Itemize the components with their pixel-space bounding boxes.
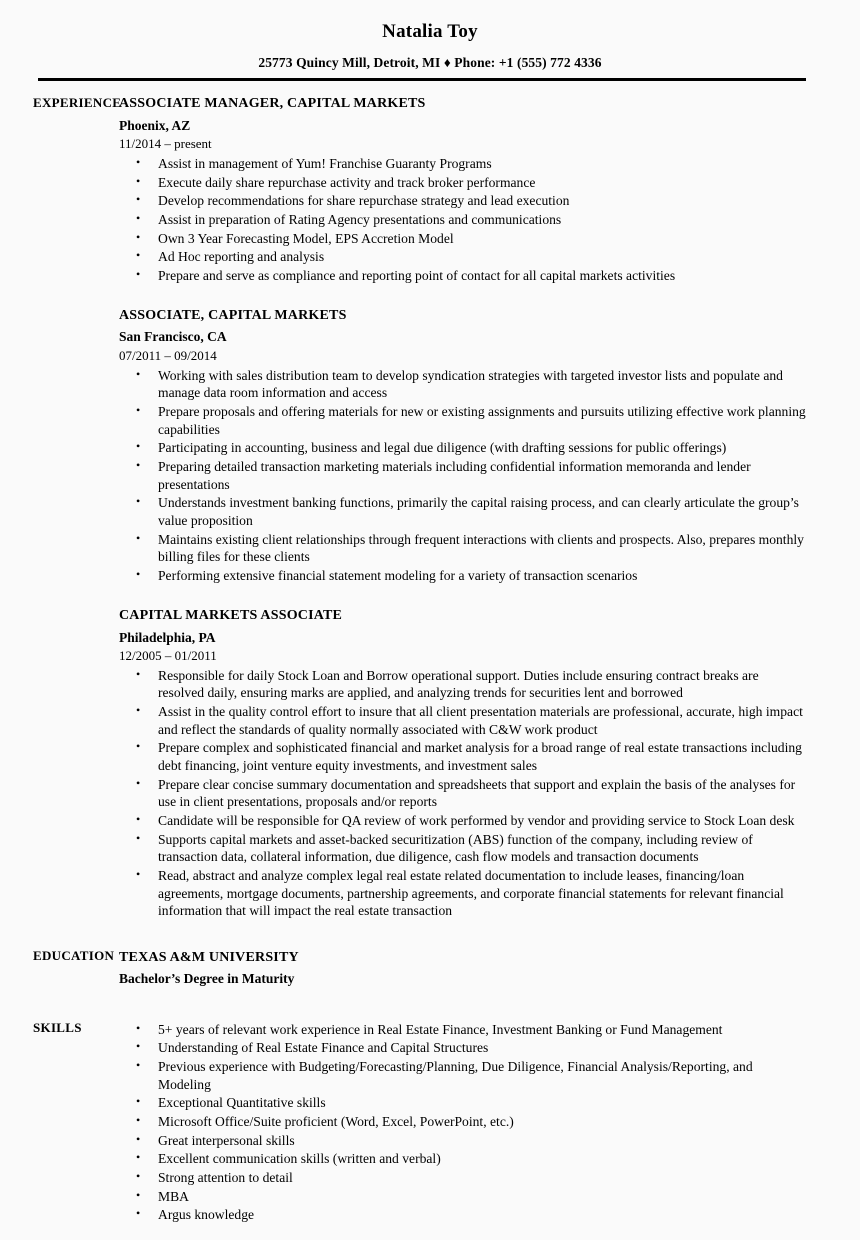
bullet-icon: • (136, 1112, 141, 1127)
list-item-text: Prepare and serve as compliance and reporting point of contact for all capital markets activities (158, 267, 676, 283)
list-item (133, 812, 806, 830)
list-item-text: Argus knowledge (158, 1207, 255, 1223)
list-item (133, 248, 806, 266)
list-item-text: Develop recommendations for share repurchase strategy and lead execution (158, 193, 570, 209)
bullet-icon: • (136, 1057, 141, 1072)
skills-body (119, 1020, 860, 1224)
list-item-text: Understands investment banking functions, primarily the capital raising process, and can clearly articulate the group’s value proposition (158, 495, 799, 528)
bullet-icon: • (136, 154, 141, 169)
list-item (133, 1039, 806, 1057)
bullet-icon: • (136, 703, 141, 717)
resume-header (0, 0, 860, 81)
education-body (119, 948, 860, 988)
section-label-skills: SKILLS (33, 1019, 82, 1035)
list-item (133, 155, 806, 173)
bullet-icon: • (136, 229, 141, 244)
bullet-icon: • (136, 1206, 141, 1221)
list-item (133, 776, 806, 811)
list-item-text: Assist in management of Yum! Franchise Guaranty Programs (158, 155, 492, 171)
list-item-text: Supports capital markets and asset-backed securitization (ABS) function of the company, including review of transaction data, collateral information, due diligence, cash flow models and transaction documents (158, 831, 753, 865)
section-label-education: EDUCATION (33, 948, 115, 964)
bullet-icon: • (136, 830, 141, 845)
job-entry (119, 607, 806, 920)
list-item-text: Execute daily share repurchase activity and track broker performance (158, 174, 536, 190)
header-divider (38, 78, 806, 81)
list-item (133, 1113, 806, 1131)
list-item-text: Working with sales distribution team to develop syndication strategies with targeted investor lists and populate and manage data room information and access (158, 367, 783, 401)
section-label-experience: EXPERIENCE (33, 94, 122, 110)
job-entry (119, 307, 806, 585)
skills-list (119, 1021, 806, 1224)
list-item (133, 739, 806, 774)
bullet-icon: • (136, 566, 141, 581)
experience-body (119, 95, 860, 920)
list-item (133, 367, 806, 402)
list-item (133, 494, 806, 529)
list-item (133, 458, 806, 493)
list-item-text: Prepare complex and sophisticated financial and market analysis for a broad range of real estate transactions including debt financing, joint venture equity investments, and investment sales (158, 740, 802, 774)
list-item-text: Candidate will be responsible for QA review of work performed by vendor and providing service to Stock Loan desk (158, 813, 795, 829)
bullet-icon: • (136, 739, 141, 754)
list-item-text: Preparing detailed transaction marketing materials including confidential information memoranda and lender presentations (158, 458, 751, 492)
list-item-text: Understanding of Real Estate Finance and Capital Structures (158, 1040, 489, 1056)
bullet-icon: • (136, 439, 141, 454)
list-item-text: Read, abstract and analyze complex legal real estate related documentation to include leases, financing/loan agreements, mortgage documents, partnership agreements, and corporate financial statements for relevant financial information that will impact the real estate transaction (158, 868, 784, 919)
list-item-text: Participating in accounting, business and legal due diligence (with drafting sessions for public offerings) (158, 440, 727, 456)
list-item (133, 831, 806, 866)
education-section (0, 948, 860, 988)
list-item-text: MBA (158, 1188, 189, 1204)
bullet-icon: • (136, 1020, 141, 1035)
job-dates: 12/2005 – 01/2011 (119, 647, 217, 663)
list-item-text: Ad Hoc reporting and analysis (158, 249, 325, 265)
list-item (133, 1094, 806, 1112)
list-item (133, 230, 806, 248)
list-item-text: Exceptional Quantitative skills (158, 1095, 326, 1111)
list-item (133, 867, 806, 920)
bullet-icon: • (136, 192, 141, 207)
list-item-text: Excellent communication skills (written and verbal) (158, 1151, 441, 1167)
bullet-icon: • (136, 775, 141, 790)
job-responsibility-list (119, 667, 806, 920)
bullet-icon: • (136, 366, 141, 381)
list-item-text: Maintains existing client relationships through frequent interactions with clients and prospects. Also, prepares monthly billing files for these clients (158, 531, 804, 565)
list-item (133, 567, 806, 585)
list-item (133, 667, 806, 702)
bullet-icon: • (136, 402, 141, 417)
job-title: ASSOCIATE MANAGER, CAPITAL MARKETS (119, 95, 426, 111)
list-item (133, 439, 806, 457)
list-item-text: Microsoft Office/Suite proficient (Word, Excel, PowerPoint, etc.) (158, 1113, 514, 1129)
list-item (133, 1150, 806, 1168)
bullet-icon: • (136, 812, 141, 827)
list-item (133, 1021, 806, 1039)
list-item (133, 403, 806, 438)
education-school: TEXAS A&M UNIVERSITY (119, 950, 299, 966)
list-item (133, 1169, 806, 1187)
job-responsibility-list (119, 155, 806, 285)
contact-line: 25773 Quincy Mill, Detroit, MI ♦ Phone: +1 (555) 772 4336 (258, 54, 602, 70)
job-responsibility-list (119, 367, 806, 585)
skills-section (0, 1020, 860, 1224)
bullet-icon: • (136, 1187, 141, 1202)
list-item-text: Performing extensive financial statement modeling for a variety of transaction scenarios (158, 567, 638, 583)
bullet-icon: • (136, 210, 141, 225)
list-item (133, 1132, 806, 1150)
bullet-icon: • (136, 1150, 141, 1165)
job-title: ASSOCIATE, CAPITAL MARKETS (119, 307, 347, 323)
list-item-text: Strong attention to detail (158, 1169, 293, 1185)
job-location: San Francisco, CA (119, 329, 227, 345)
list-item-text: Responsible for daily Stock Loan and Borrow operational support. Duties include ensuring contract breaks are resolved daily, ensuring marks are applied, and analyzing trends for securities lent and borrowed (158, 667, 759, 701)
bullet-icon: • (136, 1168, 141, 1183)
bullet-icon: • (136, 1094, 141, 1109)
list-item (133, 192, 806, 210)
bullet-icon: • (136, 1039, 141, 1054)
list-item (133, 267, 806, 285)
list-item (133, 531, 806, 566)
list-item (133, 703, 806, 738)
job-title: CAPITAL MARKETS ASSOCIATE (119, 607, 343, 623)
bullet-icon: • (136, 666, 141, 681)
list-item (133, 1206, 806, 1224)
list-item-text: Own 3 Year Forecasting Model, EPS Accretion Model (158, 230, 454, 246)
job-dates: 07/2011 – 09/2014 (119, 347, 217, 363)
list-item (133, 211, 806, 229)
job-location: Philadelphia, PA (119, 629, 216, 645)
candidate-name: Natalia Toy (382, 21, 478, 42)
job-location: Phoenix, AZ (119, 117, 191, 133)
bullet-icon: • (136, 530, 141, 545)
list-item-text: Assist in preparation of Rating Agency presentations and communications (158, 211, 562, 227)
list-item (133, 1188, 806, 1206)
list-item-text: Prepare clear concise summary documentation and spreadsheets that support and explain the basis of the analyses for use in client presentations, proposals and/or reports (158, 776, 796, 810)
job-entry (119, 95, 806, 285)
bullet-icon: • (136, 1131, 141, 1146)
list-item-text: Prepare proposals and offering materials for new or existing assignments and pursuits utilizing effective work planning capabilities (158, 403, 806, 437)
list-item-text: Previous experience with Budgeting/Forecasting/Planning, Due Diligence, Financial Analysis/Reporting, and Modeling (158, 1058, 753, 1092)
bullet-icon: • (136, 248, 141, 263)
list-item (133, 1058, 806, 1093)
bullet-icon: • (136, 867, 141, 882)
education-degree: Bachelor’s Degree in Maturity (119, 970, 295, 986)
list-item-text: Assist in the quality control effort to insure that all client presentation materials are professional, accurate, high impact and reflect the standards of quality normally associated with C&W work product (158, 704, 803, 737)
list-item (133, 174, 806, 192)
job-dates: 11/2014 – present (119, 136, 212, 151)
list-item-text: Great interpersonal skills (158, 1132, 295, 1148)
bullet-icon: • (136, 266, 141, 281)
list-item-text: 5+ years of relevant work experience in Real Estate Finance, Investment Banking or Fund Management (158, 1021, 723, 1037)
bullet-icon: • (136, 494, 141, 509)
experience-section (0, 95, 860, 920)
bullet-icon: • (136, 173, 141, 188)
bullet-icon: • (136, 457, 141, 472)
